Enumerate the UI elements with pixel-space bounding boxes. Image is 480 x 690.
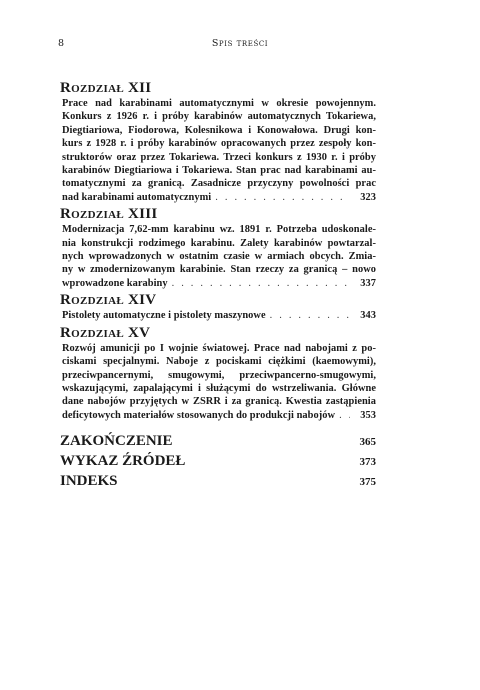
chapter-title: Rozdział XIII [60, 206, 158, 223]
summary-line: kurs z 1928 r. i próby karabinów opracowanych przez zespoły kon- [62, 138, 376, 150]
page-ref: 337 [360, 277, 376, 289]
summary-line: Pistolety automatyczne i pistolety maszynowe [62, 310, 266, 322]
toc-entry-line[interactable] [62, 277, 376, 290]
summary-line: karabinów Diegtiariowa i Tokariewa. Stan prac nad karabinami au- [62, 165, 376, 177]
dot-leader [172, 277, 350, 290]
summary-line: nad karabinami automatycznymi [62, 191, 212, 203]
page-ref: 353 [360, 409, 376, 421]
summary-line: wskazującymi, zapalającymi i służącymi do wstrzeliwania. Główne [62, 382, 376, 394]
dot-leader [215, 191, 350, 204]
chapter-title: Rozdział XIV [60, 292, 157, 309]
summary-line: nia konstrukcji rodzimego karabinu. Zalety karabinów powtarzal- [62, 237, 376, 249]
chapter-title: Rozdział XII [60, 80, 152, 96]
toc-entry-line[interactable] [62, 409, 376, 422]
chapter-title: Rozdział XV [60, 324, 151, 341]
summary-line: deficytowych materiałów stosowanych do produkcji nabojów [62, 409, 336, 421]
summary-line: Konkurs z 1926 r. i próby karabinów automatycznych Tokariewa, [62, 111, 376, 123]
summary-line: dane nabojów przyjętych w ZSRR i za granicą. Kwestia zastąpienia [62, 396, 376, 408]
section-title: ZAKOŃCZENIE [60, 433, 173, 450]
chapter-summary [60, 342, 376, 422]
summary-line: ny w zmodernizowanym karabinie. Stan rzeczy za granicą – nowo [62, 264, 376, 276]
toc-end-section[interactable] [60, 452, 376, 472]
page-number: 8 [58, 38, 65, 49]
page-ref: 343 [360, 310, 376, 322]
summary-line: przeciwpancernymi, smugowymi, przeciwpancerno-smugowymi, [62, 369, 376, 381]
summary-line: tomatycznymi za granicą. Zasadnicze przyczyny powolności prac [62, 178, 376, 190]
chapter-summary [60, 223, 376, 290]
summary-line: wprowadzone karabiny [62, 277, 168, 289]
dot-leader [270, 309, 350, 322]
running-title: Spis treści [211, 38, 269, 49]
toc-entry-line[interactable] [62, 309, 376, 322]
toc-end-section[interactable] [60, 472, 376, 492]
summary-line: Prace nad karabinami automatycznymi w okresie powojennym. [62, 98, 376, 109]
summary-line: Diegtiariowa, Fiodorowa, Kolesnikowa i Konowałowa. Drugi kon- [62, 124, 376, 136]
summary-line: nych wprowadzonych w ostatnim czasie w armiach obcych. Zmia- [62, 251, 376, 263]
dot-leader [339, 409, 350, 422]
summary-line: struktorów oraz przez Tokariewa. Trzeci konkurs z 1930 r. i próby [62, 151, 376, 163]
page-ref: 373 [359, 456, 376, 469]
table-of-contents [60, 78, 376, 492]
page-ref: 323 [360, 191, 376, 203]
section-title: WYKAZ ŹRÓDEŁ [60, 453, 186, 470]
chapter-summary [60, 97, 376, 204]
summary-line: ciskami specjalnymi. Naboje z pociskami ciężkimi (kaemowymi), [62, 356, 376, 368]
summary-line: Rozwój amunicji po I wojnie światowej. Prace nad nabojami z po- [62, 342, 376, 354]
section-title: INDEKS [60, 473, 118, 490]
chapter-summary [60, 309, 376, 322]
toc-end-section[interactable] [60, 432, 376, 452]
summary-line: Modernizacja 7,62-mm karabinu wz. 1891 r. Potrzeba udoskonale- [62, 224, 376, 236]
toc-entry-line[interactable] [62, 191, 376, 204]
page-ref: 365 [359, 436, 376, 449]
page-ref: 375 [359, 476, 376, 489]
